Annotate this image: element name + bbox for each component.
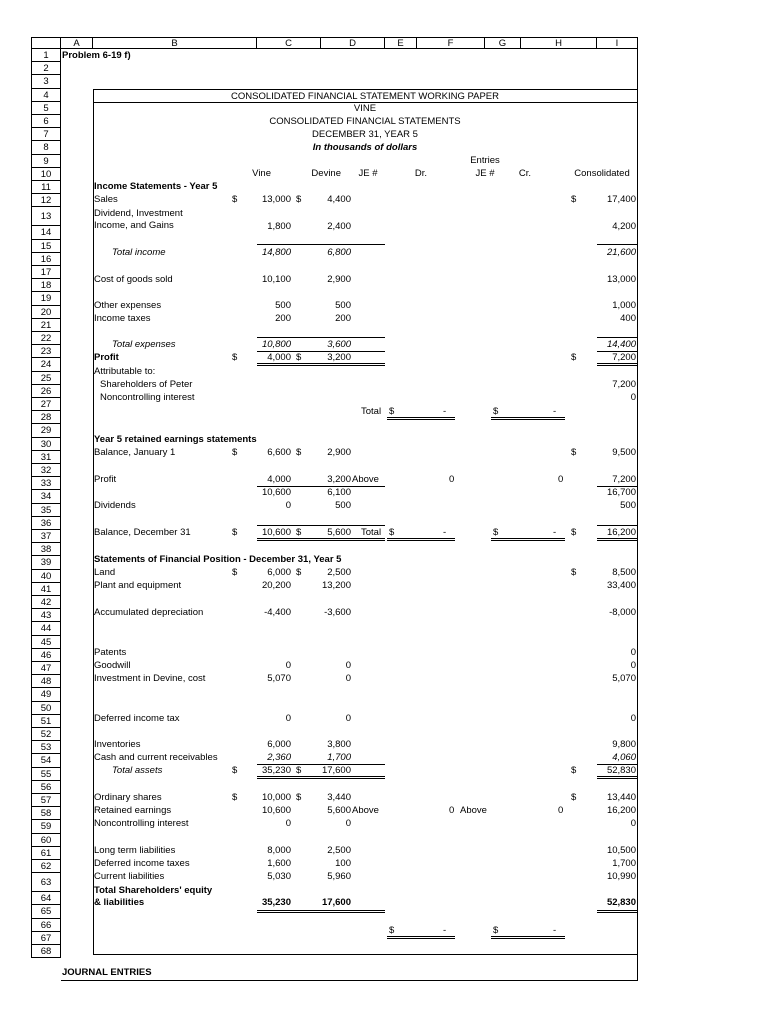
- row-number[interactable]: 7: [31, 128, 61, 141]
- spreadsheet: [31, 37, 638, 981]
- ordinary-cons: 13,440: [606, 792, 636, 803]
- total-exp-devine: 3,600: [327, 339, 351, 350]
- income-total-label: Total: [361, 406, 382, 417]
- row-number[interactable]: 40: [31, 570, 61, 583]
- col-header-c[interactable]: C: [257, 37, 321, 49]
- dividend-devine: 2,400: [327, 221, 351, 232]
- row-number[interactable]: 1: [31, 49, 61, 62]
- row-number[interactable]: 38: [31, 543, 61, 556]
- cash-vine: 2,360: [267, 752, 291, 763]
- invest-vine: 5,070: [267, 673, 291, 684]
- row-number[interactable]: 63: [31, 873, 61, 892]
- re-dec31-label: Balance, December 31: [94, 527, 191, 538]
- ordinary-cons-cur: $: [571, 792, 577, 803]
- dit-devine: 100: [335, 858, 351, 869]
- col-header-g[interactable]: G: [485, 37, 521, 49]
- invest-label: Investment in Devine, cost: [94, 673, 206, 684]
- goodwill-devine: 0: [345, 660, 351, 671]
- retained-vine: 10,600: [261, 805, 291, 816]
- entries-label: Entries: [470, 155, 500, 166]
- row-number[interactable]: 43: [31, 609, 61, 622]
- row-number[interactable]: 21: [31, 319, 61, 332]
- col-header-a[interactable]: A: [61, 37, 93, 49]
- cl-devine: 5,960: [327, 871, 351, 882]
- col-label-vine: Vine: [252, 168, 271, 179]
- re-dec31-t-dash2: -: [553, 527, 557, 538]
- nci-sfp-cons: 0: [630, 818, 636, 829]
- ltl-cons: 10,500: [606, 845, 636, 856]
- land-label: Land: [94, 567, 116, 578]
- tax-devine: 200: [335, 313, 351, 324]
- col-header-d[interactable]: D: [321, 37, 385, 49]
- dbl-income-dr: [387, 417, 455, 420]
- dividend-label-2: Income, and Gains: [94, 220, 174, 231]
- row-number[interactable]: 44: [31, 622, 61, 635]
- corner-cell[interactable]: [31, 37, 61, 49]
- re-div-label: Dividends: [94, 500, 136, 511]
- header-line5: In thousands of dollars: [312, 142, 418, 153]
- cash-label: Cash and current receivables: [94, 752, 218, 763]
- header-line2: VINE: [353, 103, 377, 114]
- ltl-label: Long term liabilities: [94, 845, 176, 856]
- income-total-dash2: -: [553, 406, 557, 417]
- row-number[interactable]: 56: [31, 781, 61, 794]
- patents-cons: 0: [630, 647, 636, 658]
- bottom-dash: -: [443, 925, 447, 936]
- income-title: Income Statements - Year 5: [94, 181, 218, 192]
- sales-cons-cur: $: [571, 194, 577, 205]
- attrib-label: Attributable to:: [94, 366, 156, 377]
- land-devine: 2,500: [327, 567, 351, 578]
- tax-label: Income taxes: [94, 313, 151, 324]
- re-dec31-t-dash: -: [443, 527, 447, 538]
- row-number[interactable]: 13: [31, 207, 61, 226]
- inventories-label: Inventories: [94, 739, 141, 750]
- land-cur2: $: [296, 567, 302, 578]
- dit-cons: 1,700: [612, 858, 636, 869]
- retained-above: Above: [352, 805, 379, 816]
- row-number[interactable]: 36: [31, 517, 61, 530]
- col-label-je2: JE #: [475, 168, 495, 179]
- row-number[interactable]: 9: [31, 155, 61, 168]
- profit-cur2: $: [296, 352, 302, 363]
- total-exp-cons: 14,400: [606, 339, 636, 350]
- row-number[interactable]: 48: [31, 675, 61, 688]
- row-number[interactable]: 3: [31, 75, 61, 88]
- header-line4: DECEMBER 31, YEAR 5: [312, 129, 418, 140]
- other-exp-cons: 1,000: [612, 300, 636, 311]
- profit-devine: 3,200: [327, 352, 351, 363]
- income-total-cur: $: [389, 406, 395, 417]
- bottom-dash2: -: [553, 925, 557, 936]
- dbl-assets: [257, 776, 385, 779]
- re-jan1-cur: $: [232, 447, 238, 458]
- row-number[interactable]: 65: [31, 905, 61, 918]
- re-sub-devine: 6,100: [327, 487, 351, 498]
- col-header-i[interactable]: I: [597, 37, 638, 49]
- cash-cons: 4,060: [612, 752, 636, 763]
- income-total-dash: -: [443, 406, 447, 417]
- total-income-devine: 6,800: [327, 247, 351, 258]
- row-number[interactable]: 52: [31, 728, 61, 741]
- cl-cons: 10,990: [606, 871, 636, 882]
- cl-vine: 5,030: [267, 871, 291, 882]
- goodwill-label: Goodwill: [94, 660, 131, 671]
- dbl-re-dr: [387, 538, 455, 541]
- row-number[interactable]: 59: [31, 820, 61, 833]
- tax-vine: 200: [275, 313, 291, 324]
- other-exp-label: Other expenses: [94, 300, 162, 311]
- row-number[interactable]: 49: [31, 688, 61, 701]
- row-number[interactable]: 35: [31, 504, 61, 517]
- cogs-cons: 13,000: [606, 274, 636, 285]
- row-number[interactable]: 17: [31, 266, 61, 279]
- row-number[interactable]: 31: [31, 451, 61, 464]
- row-number[interactable]: 33: [31, 477, 61, 490]
- row-number[interactable]: 32: [31, 464, 61, 477]
- re-div-vine: 0: [285, 500, 291, 511]
- row-number[interactable]: 8: [31, 141, 61, 154]
- dbl-equity: [257, 910, 385, 913]
- total-equity-label-2: & liabilities: [94, 897, 145, 908]
- header-line3: CONSOLIDATED FINANCIAL STATEMENTS: [269, 116, 461, 127]
- dbl-equity-cons: [597, 910, 637, 913]
- sales-devine: 4,400: [327, 194, 351, 205]
- ppe-label: Plant and equipment: [94, 580, 182, 591]
- deftax-devine: 0: [345, 713, 351, 724]
- rule-re-dec-cons: [597, 525, 637, 526]
- cogs-label: Cost of goods sold: [94, 274, 173, 285]
- cogs-vine: 10,100: [261, 274, 291, 285]
- rule-exp: [257, 337, 385, 338]
- row-number[interactable]: 10: [31, 168, 61, 181]
- deftax-vine: 0: [285, 713, 291, 724]
- inventories-cons: 9,800: [612, 739, 636, 750]
- row-number[interactable]: 58: [31, 807, 61, 820]
- row-number[interactable]: 45: [31, 636, 61, 649]
- sheet-bottom-border: [61, 980, 638, 981]
- re-dec31-t-cur2: $: [493, 527, 499, 538]
- dit-vine: 1,600: [267, 858, 291, 869]
- land-cons-cur: $: [571, 567, 577, 578]
- total-assets-cons: 52,830: [606, 765, 636, 776]
- deftax-label: Deferred income tax: [94, 713, 180, 724]
- land-cons: 8,500: [612, 567, 636, 578]
- row-number[interactable]: 55: [31, 768, 61, 781]
- row-number[interactable]: 2: [31, 62, 61, 75]
- profit-cons-cur: $: [571, 352, 577, 363]
- nci-income-label: Noncontrolling interest: [100, 392, 195, 403]
- dbl-assets-cons: [597, 776, 637, 779]
- accdep-devine: -3,600: [324, 607, 351, 618]
- tax-cons: 400: [620, 313, 636, 324]
- dbl-bottom-cr: [491, 936, 565, 939]
- row-number[interactable]: 54: [31, 754, 61, 767]
- retained-above2: Above: [460, 805, 487, 816]
- total-assets-cons-cur: $: [571, 765, 577, 776]
- retained-cr: 0: [558, 805, 564, 816]
- goodwill-vine: 0: [285, 660, 291, 671]
- row-number[interactable]: 64: [31, 892, 61, 905]
- ppe-devine: 13,200: [321, 580, 351, 591]
- total-assets-cur2: $: [296, 765, 302, 776]
- sales-cur2: $: [296, 194, 302, 205]
- ppe-cons: 33,400: [606, 580, 636, 591]
- sales-cur: $: [232, 194, 238, 205]
- bottom-cur: $: [389, 925, 395, 936]
- row-number[interactable]: 28: [31, 411, 61, 424]
- row-number[interactable]: 18: [31, 279, 61, 292]
- ltl-devine: 2,500: [327, 845, 351, 856]
- row-number[interactable]: 51: [31, 715, 61, 728]
- re-profit-dr: 0: [449, 474, 455, 485]
- col-label-consolidated: Consolidated: [574, 168, 630, 179]
- bottom-cur2: $: [493, 925, 499, 936]
- row-number[interactable]: 60: [31, 834, 61, 847]
- col-header-f[interactable]: F: [417, 37, 485, 49]
- land-cur: $: [232, 567, 238, 578]
- row-number[interactable]: 16: [31, 253, 61, 266]
- cogs-devine: 2,900: [327, 274, 351, 285]
- row-number[interactable]: 25: [31, 372, 61, 385]
- row-number[interactable]: 22: [31, 332, 61, 345]
- re-profit-label: Profit: [94, 474, 117, 485]
- nci-sfp-label: Noncontrolling interest: [94, 818, 189, 829]
- re-dec31-total: Total: [361, 527, 382, 538]
- row-number[interactable]: 39: [31, 556, 61, 569]
- row-number[interactable]: 50: [31, 702, 61, 715]
- re-jan1-cons-cur: $: [571, 447, 577, 458]
- dividend-vine: 1,800: [267, 221, 291, 232]
- re-jan1-vine: 6,600: [267, 447, 291, 458]
- total-equity-vine: 35,230: [261, 897, 291, 908]
- cl-label: Current liabilities: [94, 871, 165, 882]
- row-number[interactable]: 30: [31, 438, 61, 451]
- dit-label: Deferred income taxes: [94, 858, 190, 869]
- dbl-re-cr: [491, 538, 565, 541]
- re-dec31-cons: 16,200: [606, 527, 636, 538]
- problem-title: Problem 6-19 f): [62, 50, 131, 61]
- total-assets-cur: $: [232, 765, 238, 776]
- col-header-b[interactable]: B: [93, 37, 257, 49]
- row-number[interactable]: 62: [31, 860, 61, 873]
- sales-cons: 17,400: [606, 194, 636, 205]
- dbl-re-cons: [597, 538, 637, 541]
- re-dec31-cur2: $: [296, 527, 302, 538]
- row-number[interactable]: 23: [31, 345, 61, 358]
- ordinary-devine: 3,440: [327, 792, 351, 803]
- ordinary-cur2: $: [296, 792, 302, 803]
- col-label-je1: JE #: [358, 168, 378, 179]
- header-line1: CONSOLIDATED FINANCIAL STATEMENT WORKING PAPER: [231, 91, 499, 102]
- row-number[interactable]: 20: [31, 306, 61, 319]
- dbl-profit-cons: [597, 363, 637, 366]
- row-number[interactable]: 41: [31, 583, 61, 596]
- re-jan1-label: Balance, January 1: [94, 447, 176, 458]
- rule-re-dec: [257, 525, 385, 526]
- row-number[interactable]: 4: [31, 89, 61, 102]
- ordinary-vine: 10,000: [261, 792, 291, 803]
- total-income-cons: 21,600: [606, 247, 636, 258]
- row-number[interactable]: 68: [31, 945, 61, 958]
- deftax-cons: 0: [630, 713, 636, 724]
- total-assets-devine: 17,600: [321, 765, 351, 776]
- ltl-vine: 8,000: [267, 845, 291, 856]
- row-number[interactable]: 14: [31, 226, 61, 239]
- ordinary-label: Ordinary shares: [94, 792, 162, 803]
- row-number[interactable]: 47: [31, 662, 61, 675]
- sales-label: Sales: [94, 194, 118, 205]
- total-equity-cons: 52,830: [606, 897, 636, 908]
- dbl-income-cr: [491, 417, 565, 420]
- row-number[interactable]: 6: [31, 115, 61, 128]
- total-equity-devine: 17,600: [321, 897, 351, 908]
- row-number[interactable]: 34: [31, 490, 61, 503]
- retained-cons: 16,200: [606, 805, 636, 816]
- retained-devine: 5,600: [327, 805, 351, 816]
- sfp-title: Statements of Financial Position - December 31, Year 5: [94, 554, 342, 565]
- row-number[interactable]: 57: [31, 794, 61, 807]
- box-bottom: [93, 954, 637, 955]
- total-income-vine: 14,800: [261, 247, 291, 258]
- box-top: [93, 89, 637, 90]
- re-jan1-cur2: $: [296, 447, 302, 458]
- row-number[interactable]: 67: [31, 932, 61, 945]
- sh-peter-label: Shareholders of Peter: [100, 379, 193, 390]
- accdep-label: Accumulated depreciation: [94, 607, 204, 618]
- re-profit-devine: 3,200: [327, 474, 351, 485]
- income-total-cur2: $: [493, 406, 499, 417]
- dividend-label-1: Dividend, Investment: [94, 208, 183, 219]
- row-number[interactable]: 11: [31, 181, 61, 194]
- sheet-right-border: [637, 49, 638, 981]
- nci-sfp-vine: 0: [285, 818, 291, 829]
- re-sub-vine: 10,600: [261, 487, 291, 498]
- row-number[interactable]: 42: [31, 596, 61, 609]
- profit-cur: $: [232, 352, 238, 363]
- total-equity-label-1: Total Shareholders' equity: [94, 885, 213, 896]
- row-number[interactable]: 61: [31, 847, 61, 860]
- row-number[interactable]: 15: [31, 240, 61, 253]
- profit-label: Profit: [94, 352, 119, 363]
- re-jan1-devine: 2,900: [327, 447, 351, 458]
- rule-income: [257, 244, 385, 245]
- row-number[interactable]: 53: [31, 741, 61, 754]
- rule-income-cons: [597, 244, 637, 245]
- row-number[interactable]: 5: [31, 102, 61, 115]
- patents-label: Patents: [94, 647, 127, 658]
- col-header-h[interactable]: H: [521, 37, 597, 49]
- sh-peter-cons: 7,200: [612, 379, 636, 390]
- re-dec31-vine: 10,600: [261, 527, 291, 538]
- row-number[interactable]: 29: [31, 424, 61, 437]
- retained-dr: 0: [449, 805, 455, 816]
- col-label-dr: Dr.: [414, 168, 428, 179]
- ordinary-cur: $: [232, 792, 238, 803]
- rule-exp-cons: [597, 337, 637, 338]
- profit-cons: 7,200: [612, 352, 636, 363]
- retained-label: Retained earnings: [94, 805, 172, 816]
- accdep-vine: -4,400: [264, 607, 291, 618]
- re-profit-vine: 4,000: [267, 474, 291, 485]
- other-exp-vine: 500: [275, 300, 291, 311]
- row-number[interactable]: 37: [31, 530, 61, 543]
- invest-devine: 0: [345, 673, 351, 684]
- nci-income-cons: 0: [630, 392, 636, 403]
- ppe-vine: 20,200: [261, 580, 291, 591]
- invest-cons: 5,070: [612, 673, 636, 684]
- row-number[interactable]: 26: [31, 385, 61, 398]
- total-exp-label: Total expenses: [112, 339, 176, 350]
- re-profit-above: Above: [352, 474, 379, 485]
- re-title: Year 5 retained earnings statements: [94, 434, 257, 445]
- total-exp-vine: 10,800: [261, 339, 291, 350]
- dbl-bottom-dr: [387, 936, 455, 939]
- journal-title: JOURNAL ENTRIES: [62, 967, 152, 978]
- land-vine: 6,000: [267, 567, 291, 578]
- sales-vine: 13,000: [261, 194, 291, 205]
- total-assets-label: Total assets: [112, 765, 163, 776]
- profit-vine: 4,000: [267, 352, 291, 363]
- goodwill-cons: 0: [630, 660, 636, 671]
- re-profit-cons: 7,200: [612, 474, 636, 485]
- nci-sfp-devine: 0: [345, 818, 351, 829]
- re-profit-cr: 0: [558, 474, 564, 485]
- re-sub-cons: 16,700: [606, 487, 636, 498]
- dbl-profit: [257, 363, 385, 366]
- re-div-cons: 500: [620, 500, 636, 511]
- row-number[interactable]: 66: [31, 919, 61, 932]
- re-div-devine: 500: [335, 500, 351, 511]
- dbl-re-vd: [257, 538, 385, 541]
- row-number[interactable]: 27: [31, 398, 61, 411]
- total-income-label: Total income: [112, 247, 166, 258]
- re-dec31-cons-cur: $: [571, 527, 577, 538]
- col-label-devine: Devine: [311, 168, 341, 179]
- accdep-cons: -8,000: [609, 607, 636, 618]
- col-label-cr: Cr.: [518, 168, 532, 179]
- row-number[interactable]: 12: [31, 194, 61, 207]
- other-exp-devine: 500: [335, 300, 351, 311]
- dividend-cons: 4,200: [612, 221, 636, 232]
- inventories-vine: 6,000: [267, 739, 291, 750]
- row-number[interactable]: 19: [31, 292, 61, 305]
- col-header-e[interactable]: E: [385, 37, 417, 49]
- re-dec31-devine: 5,600: [327, 527, 351, 538]
- total-assets-vine: 35,230: [261, 765, 291, 776]
- row-number[interactable]: 24: [31, 358, 61, 371]
- cash-devine: 1,700: [327, 752, 351, 763]
- re-dec31-t-cur: $: [389, 527, 395, 538]
- re-dec31-cur: $: [232, 527, 238, 538]
- row-number[interactable]: 46: [31, 649, 61, 662]
- inventories-devine: 3,800: [327, 739, 351, 750]
- re-jan1-cons: 9,500: [612, 447, 636, 458]
